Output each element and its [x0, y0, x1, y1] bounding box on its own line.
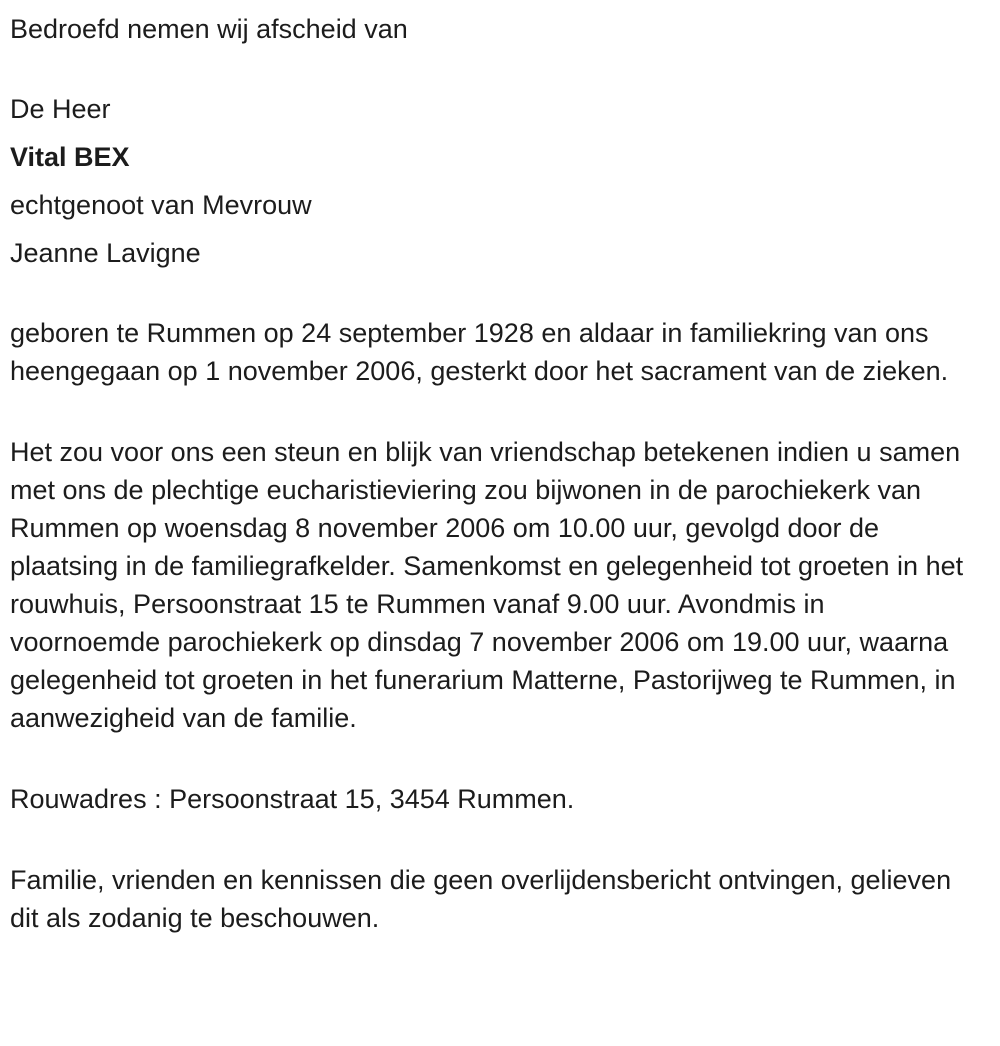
- birth-death-paragraph: geboren te Rummen op 24 september 1928 en aldaar in familiekring van ons heengegaan op 1 november 2006, gesterkt door het sacrament van de zieken.: [10, 318, 949, 386]
- intro-line: Bedroefd nemen wij afscheid van: [10, 14, 408, 44]
- notice-paragraph: Familie, vrienden en kennissen die geen overlijdensbericht ontvingen, gelieven dit als zodanig te beschouwen.: [10, 865, 952, 933]
- deceased-name: Vital BEX: [10, 142, 130, 172]
- salutation-line: De Heer: [10, 94, 111, 124]
- service-paragraph: Het zou voor ons een steun en blijk van vriendschap betekenen indien u samen met ons de plechtige eucharistieviering zou bijwonen in de parochiekerk van Rummen op woensdag 8 november 2006 om 10.00 uur, gevolgd door de plaatsing in de familiegrafkelder. Samenkomst en gelegenheid tot groeten in het rouwhuis, Persoonstraat 15 te Rummen vanaf 9.00 uur. Avondmis in voornoemde parochiekerk op dinsdag 7 november 2006 om 19.00 uur, waarna gelegenheid tot groeten in het funerarium Matterne, Pastorijweg te Rummen, in aanwezigheid van de familie.: [10, 437, 964, 733]
- spouse-name: Jeanne Lavigne: [10, 238, 201, 268]
- relation-line: echtgenoot van Mevrouw: [10, 190, 312, 220]
- mourning-address-line: Rouwadres : Persoonstraat 15, 3454 Rummen.: [10, 784, 575, 814]
